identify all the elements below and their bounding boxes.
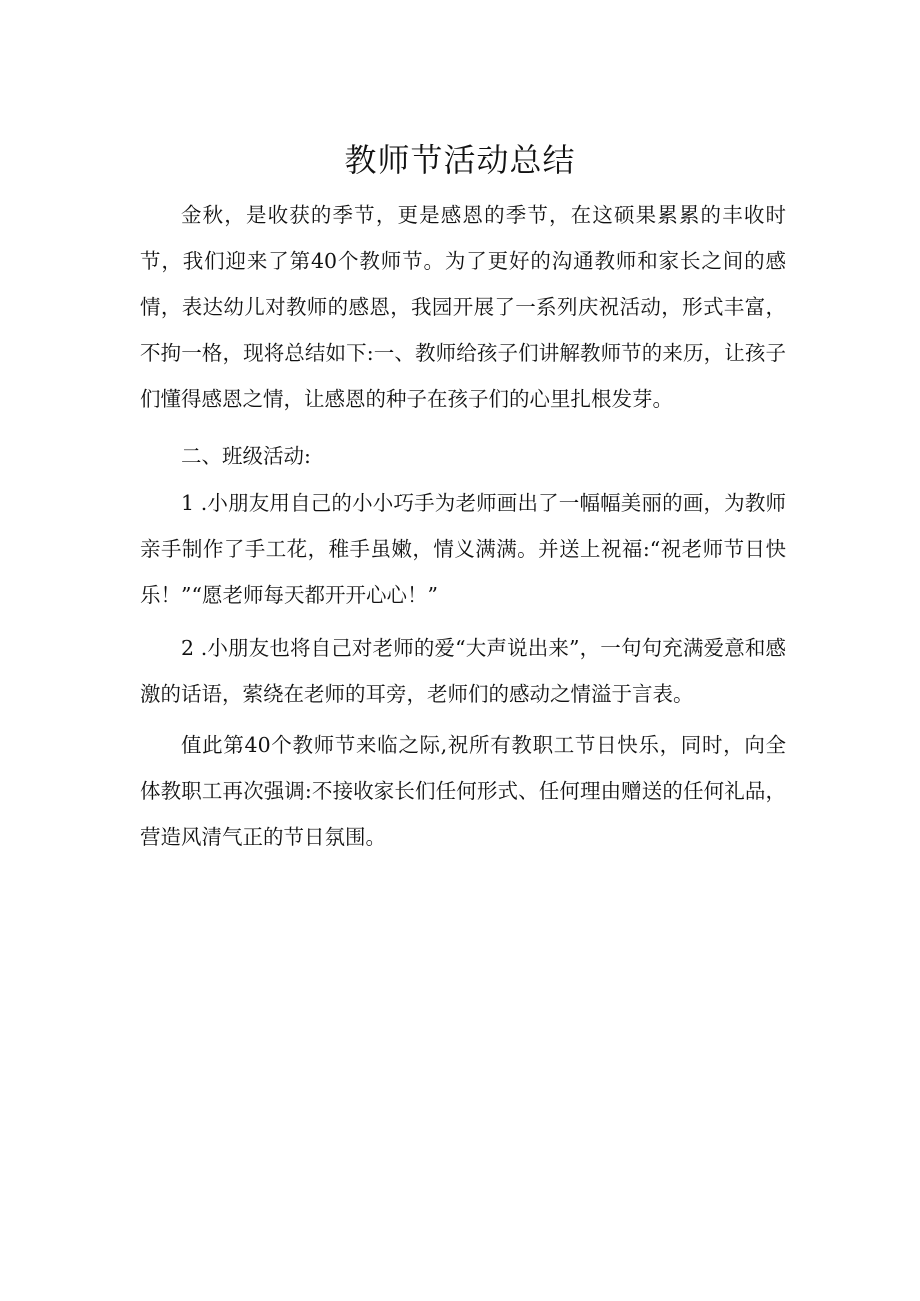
paragraph-text: 二、班级活动: (181, 444, 311, 468)
document-title: 教师节活动总结 (344, 141, 576, 179)
paragraph-intro (140, 192, 786, 422)
paragraph-item-1 (140, 480, 786, 618)
paragraph-closing (140, 722, 786, 860)
paragraph-text: 2 .小朋友也将自己对老师的爱“大声说出来”，一句句充满爱意和感激的话语，萦绕在老师的耳旁，老师们的感动之情溢于言表。 (140, 636, 786, 706)
paragraph-text: 值此第40个教师节来临之际,祝所有教职工节日快乐，同时，向全体教职工再次强调:不接收家长们任何形式、任何理由赠送的任何礼品，营造风清气正的节日氛围。 (140, 733, 786, 849)
paragraph-text: 金秋，是收获的季节，更是感恩的季节，在这硕果累累的丰收时节，我们迎来了第40个教师节。为了更好的沟通教师和家长之间的感情，表达幼儿对教师的感恩，我园开展了一系列庆祝活动，形式丰富，不拘一格，现将总结如下:一、教师给孩子们讲解教师节的来历，让孩子们懂得感恩之情，让感恩的种子在孩子们的心里扎根发芽。 (140, 203, 786, 411)
paragraph-class-activities-heading (140, 433, 786, 479)
paragraph-text: 1 .小朋友用自己的小小巧手为老师画出了一幅幅美丽的画，为教师亲手制作了手工花，稚手虽嫩，情义满满。并送上祝福:“祝老师节日快乐！”“愿老师每天都开开心心！” (140, 491, 786, 607)
paragraph-item-2 (140, 625, 786, 717)
